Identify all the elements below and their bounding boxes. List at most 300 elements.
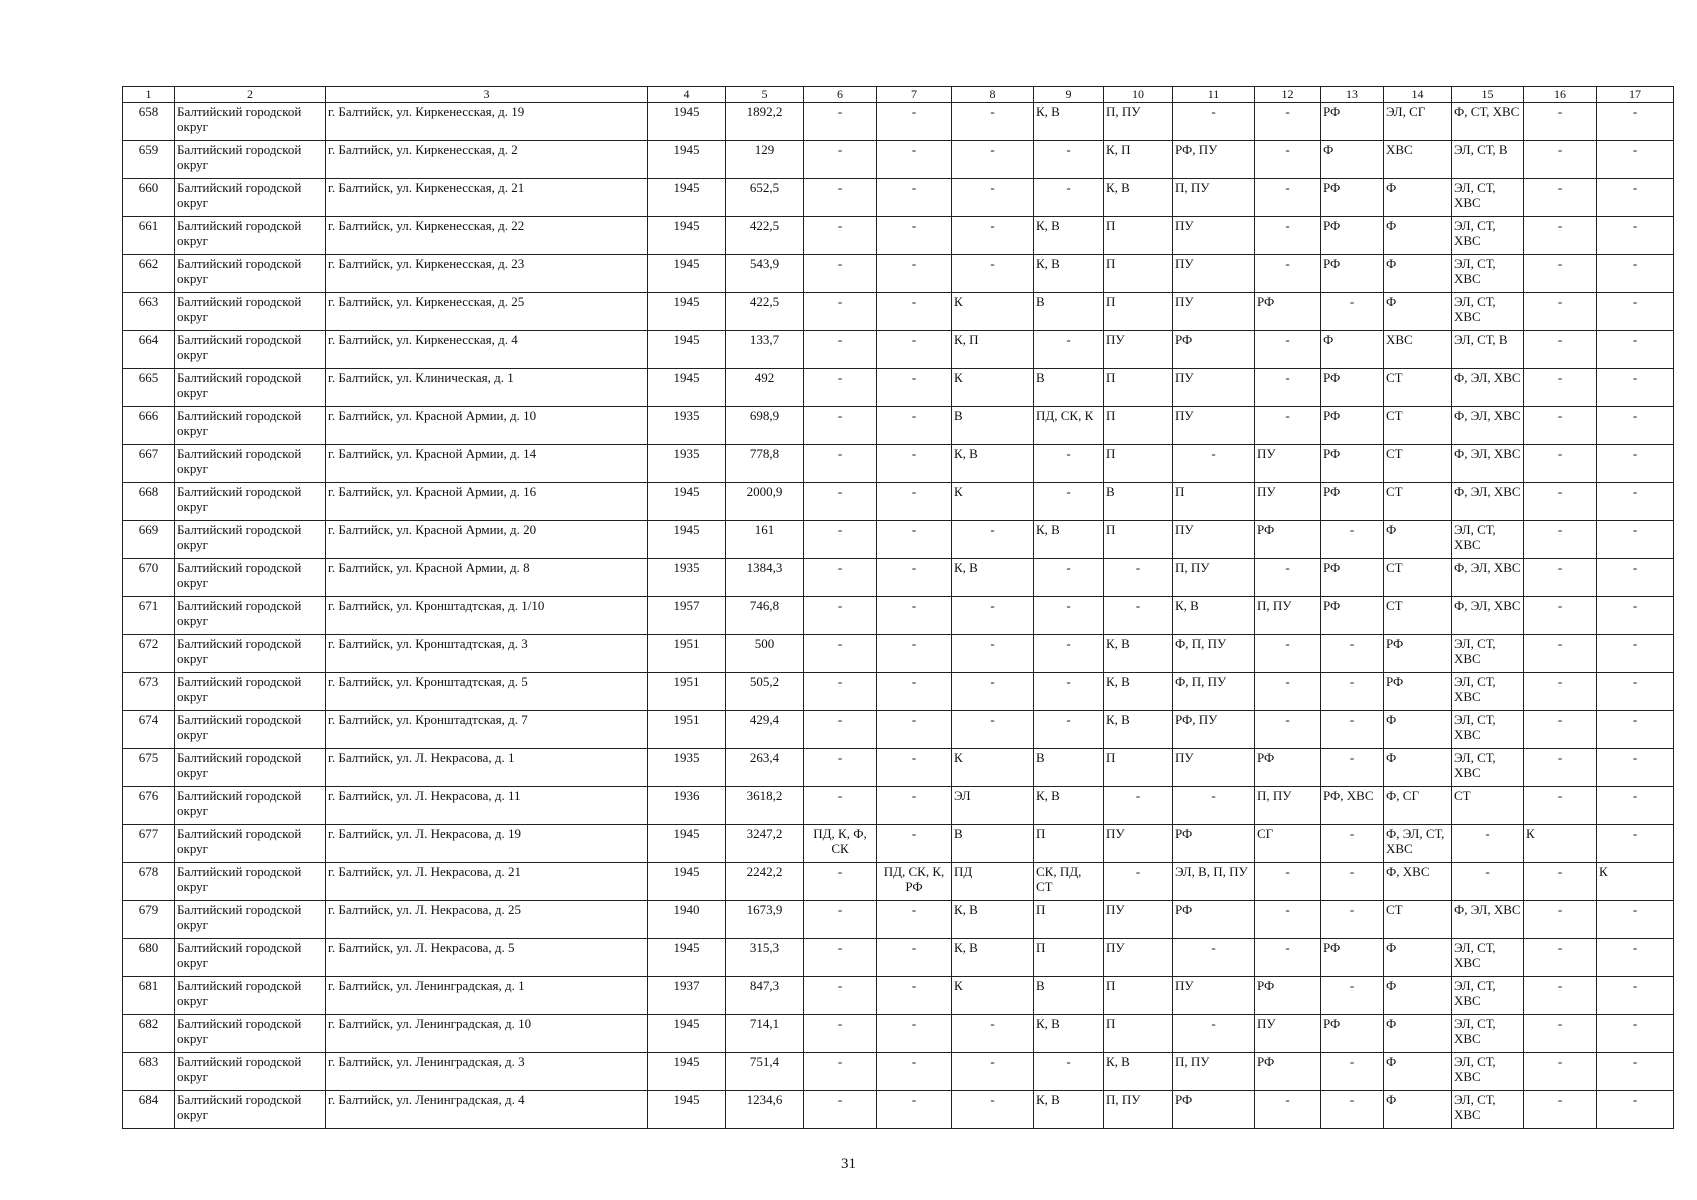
table-cell: К, В — [1104, 711, 1173, 749]
table-cell: РФ — [1321, 103, 1384, 141]
table-cell: Ф, ЭЛ, ХВС — [1452, 483, 1524, 521]
table-cell: РФ — [1321, 483, 1384, 521]
table-cell: П, ПУ — [1255, 597, 1321, 635]
table-cell: К — [952, 483, 1034, 521]
table-cell: ПУ — [1173, 255, 1255, 293]
table-row — [123, 787, 1674, 825]
table-cell: П — [1104, 293, 1173, 331]
table-cell: 429,4 — [726, 711, 804, 749]
table-cell: Балтийский городской округ — [175, 141, 326, 179]
table-cell: Балтийский городской округ — [175, 1091, 326, 1129]
column-header-9: 9 — [1034, 87, 1104, 103]
table-cell: К, В — [1104, 1053, 1173, 1091]
table-cell: 683 — [123, 1053, 175, 1091]
table-cell: Ф — [1384, 217, 1452, 255]
table-cell: 778,8 — [726, 445, 804, 483]
table-cell: - — [1524, 635, 1597, 673]
column-header-17: 17 — [1597, 87, 1674, 103]
table-cell: Балтийский городской округ — [175, 1015, 326, 1053]
table-cell: Балтийский городской округ — [175, 597, 326, 635]
table-cell: 666 — [123, 407, 175, 445]
table-cell: ЭЛ, СТ, В — [1452, 331, 1524, 369]
table-cell: 1940 — [648, 901, 726, 939]
table-cell: - — [804, 711, 877, 749]
table-cell: 679 — [123, 901, 175, 939]
table-cell: 133,7 — [726, 331, 804, 369]
table-cell: 714,1 — [726, 1015, 804, 1053]
table-cell: - — [804, 559, 877, 597]
table-cell: Ф — [1384, 1015, 1452, 1053]
column-header-12: 12 — [1255, 87, 1321, 103]
table-cell: 1673,9 — [726, 901, 804, 939]
table-cell: - — [877, 787, 952, 825]
table-cell: К, В — [1104, 673, 1173, 711]
table-cell: - — [1452, 825, 1524, 863]
table-cell: - — [1255, 407, 1321, 445]
table-cell: 1945 — [648, 179, 726, 217]
table-cell: - — [1597, 217, 1674, 255]
table-cell: 665 — [123, 369, 175, 407]
table-cell: РФ — [1321, 1015, 1384, 1053]
table-cell: ХВС — [1384, 141, 1452, 179]
table-cell: 1945 — [648, 255, 726, 293]
table-cell: 500 — [726, 635, 804, 673]
table-cell: - — [1597, 787, 1674, 825]
column-header-8: 8 — [952, 87, 1034, 103]
table-cell: 652,5 — [726, 179, 804, 217]
table-cell: - — [804, 255, 877, 293]
table-cell: - — [952, 141, 1034, 179]
table-cell: 3618,2 — [726, 787, 804, 825]
table-cell: ПУ — [1173, 521, 1255, 559]
table-cell: Ф — [1384, 749, 1452, 787]
table-cell: г. Балтийск, ул. Киркенесская, д. 19 — [326, 103, 648, 141]
table-cell: - — [1524, 293, 1597, 331]
table-cell: - — [952, 597, 1034, 635]
table-cell: 492 — [726, 369, 804, 407]
column-header-5: 5 — [726, 87, 804, 103]
table-cell: РФ — [1384, 673, 1452, 711]
table-cell: - — [804, 901, 877, 939]
table-cell: ЭЛ, СТ, ХВС — [1452, 635, 1524, 673]
table-cell: К, В — [952, 939, 1034, 977]
table-cell: Балтийский городской округ — [175, 825, 326, 863]
table-cell: ПУ — [1173, 407, 1255, 445]
table-cell: г. Балтийск, ул. Красной Армии, д. 14 — [326, 445, 648, 483]
table-cell: г. Балтийск, ул. Л. Некрасова, д. 11 — [326, 787, 648, 825]
table-cell: РФ — [1321, 179, 1384, 217]
table-cell: К, В — [1034, 1015, 1104, 1053]
table-cell: СТ — [1384, 483, 1452, 521]
table-cell: ПУ — [1255, 1015, 1321, 1053]
table-cell: Ф, П, ПУ — [1173, 673, 1255, 711]
table-cell: - — [952, 521, 1034, 559]
table-cell: 664 — [123, 331, 175, 369]
table-row — [123, 939, 1674, 977]
table-cell: Ф, ЭЛ, ХВС — [1452, 559, 1524, 597]
table-row — [123, 1091, 1674, 1129]
table-cell: К, В — [1034, 1091, 1104, 1129]
table-cell: - — [1104, 863, 1173, 901]
table-cell: 1945 — [648, 141, 726, 179]
table-cell: - — [877, 673, 952, 711]
table-cell: Ф — [1384, 293, 1452, 331]
table-cell: В — [1034, 369, 1104, 407]
table-cell: РФ — [1321, 217, 1384, 255]
table-cell: РФ — [1173, 825, 1255, 863]
table-row — [123, 825, 1674, 863]
table-cell: - — [952, 673, 1034, 711]
table-cell: Балтийский городской округ — [175, 939, 326, 977]
table-cell: 1935 — [648, 749, 726, 787]
table-cell: Ф — [1384, 711, 1452, 749]
table-row — [123, 1053, 1674, 1091]
table-cell: - — [804, 141, 877, 179]
table-cell: РФ, ПУ — [1173, 711, 1255, 749]
table-cell: - — [1597, 711, 1674, 749]
table-cell: - — [877, 1015, 952, 1053]
table-cell: Ф, ЭЛ, ХВС — [1452, 597, 1524, 635]
table-row — [123, 863, 1674, 901]
table-cell: - — [877, 141, 952, 179]
table-cell: - — [1597, 521, 1674, 559]
table-cell: ПУ — [1255, 483, 1321, 521]
table-cell: - — [1321, 635, 1384, 673]
table-cell: СТ — [1384, 597, 1452, 635]
table-cell: СТ — [1384, 901, 1452, 939]
table-cell: - — [804, 977, 877, 1015]
table-cell: г. Балтийск, ул. Киркенесская, д. 25 — [326, 293, 648, 331]
table-cell: Ф — [1384, 521, 1452, 559]
table-cell: ПД, СК, К, РФ — [877, 863, 952, 901]
table-cell: - — [1173, 103, 1255, 141]
table-cell: 1234,6 — [726, 1091, 804, 1129]
table-row — [123, 635, 1674, 673]
table-cell: 1945 — [648, 103, 726, 141]
table-cell: Ф, ЭЛ, ХВС — [1452, 407, 1524, 445]
table-cell: г. Балтийск, ул. Кронштадтская, д. 7 — [326, 711, 648, 749]
table-cell: СК, ПД, СТ — [1034, 863, 1104, 901]
table-cell: К, В — [1034, 103, 1104, 141]
table-cell: г. Балтийск, ул. Киркенесская, д. 23 — [326, 255, 648, 293]
table-cell: В — [952, 825, 1034, 863]
table-cell: ЭЛ, СТ, ХВС — [1452, 939, 1524, 977]
table-cell: 1945 — [648, 825, 726, 863]
table-cell: г. Балтийск, ул. Кронштадтская, д. 3 — [326, 635, 648, 673]
table-cell: Балтийский городской округ — [175, 635, 326, 673]
table-cell: 263,4 — [726, 749, 804, 787]
table-cell: Ф, СГ — [1384, 787, 1452, 825]
table-cell: - — [1104, 597, 1173, 635]
table-cell: Балтийский городской округ — [175, 673, 326, 711]
table-cell: - — [1255, 141, 1321, 179]
table-cell: 1945 — [648, 939, 726, 977]
column-header-7: 7 — [877, 87, 952, 103]
table-cell: г. Балтийск, ул. Л. Некрасова, д. 1 — [326, 749, 648, 787]
table-cell: - — [1524, 787, 1597, 825]
table-cell: К — [952, 749, 1034, 787]
column-header-16: 16 — [1524, 87, 1597, 103]
table-cell: РФ — [1255, 977, 1321, 1015]
table-cell: - — [1034, 331, 1104, 369]
table-cell: - — [952, 1053, 1034, 1091]
table-cell: 1945 — [648, 521, 726, 559]
table-cell: 673 — [123, 673, 175, 711]
table-cell: - — [952, 255, 1034, 293]
table-cell: Ф — [1384, 255, 1452, 293]
table-cell: К — [952, 369, 1034, 407]
table-row — [123, 217, 1674, 255]
table-cell: РФ — [1255, 521, 1321, 559]
table-cell: - — [804, 103, 877, 141]
column-header-14: 14 — [1384, 87, 1452, 103]
table-cell: ЭЛ, В, П, ПУ — [1173, 863, 1255, 901]
table-cell: - — [1255, 179, 1321, 217]
table-cell: Балтийский городской округ — [175, 787, 326, 825]
table-cell: П, ПУ — [1173, 559, 1255, 597]
table-cell: П — [1034, 939, 1104, 977]
table-cell: П — [1104, 407, 1173, 445]
table-cell: 684 — [123, 1091, 175, 1129]
table-cell: - — [1597, 673, 1674, 711]
table-cell: - — [1597, 1015, 1674, 1053]
table-cell: К, В — [1034, 787, 1104, 825]
table-cell: РФ — [1321, 407, 1384, 445]
table-cell: - — [1524, 597, 1597, 635]
table-cell: - — [1597, 141, 1674, 179]
table-cell: - — [952, 103, 1034, 141]
table-cell: 1935 — [648, 445, 726, 483]
table-cell: - — [1034, 179, 1104, 217]
table-cell: 1937 — [648, 977, 726, 1015]
table-cell: П — [1034, 825, 1104, 863]
table-cell: РФ, ПУ — [1173, 141, 1255, 179]
table-cell: - — [1597, 559, 1674, 597]
table-cell: К, В — [1034, 217, 1104, 255]
table-cell: - — [952, 217, 1034, 255]
table-cell: - — [1321, 825, 1384, 863]
table-cell: - — [1524, 939, 1597, 977]
table-row — [123, 597, 1674, 635]
table-row — [123, 711, 1674, 749]
table-row — [123, 977, 1674, 1015]
table-cell: г. Балтийск, ул. Л. Некрасова, д. 5 — [326, 939, 648, 977]
table-cell: П, ПУ — [1104, 103, 1173, 141]
table-cell: г. Балтийск, ул. Киркенесская, д. 21 — [326, 179, 648, 217]
table-cell: - — [1597, 939, 1674, 977]
table-cell: - — [877, 901, 952, 939]
table-cell: 1892,2 — [726, 103, 804, 141]
table-cell: - — [1034, 559, 1104, 597]
table-cell: - — [1524, 901, 1597, 939]
table-cell: 661 — [123, 217, 175, 255]
table-cell: г. Балтийск, ул. Ленинградская, д. 4 — [326, 1091, 648, 1129]
table-cell: - — [1034, 711, 1104, 749]
table-cell: Балтийский городской округ — [175, 901, 326, 939]
table-cell: ПУ — [1173, 749, 1255, 787]
table-cell: РФ — [1321, 255, 1384, 293]
table-cell: РФ — [1173, 331, 1255, 369]
table-cell: Балтийский городской округ — [175, 407, 326, 445]
table-cell: 1951 — [648, 673, 726, 711]
table-cell: - — [1597, 331, 1674, 369]
table-cell: П — [1104, 445, 1173, 483]
table-cell: 315,3 — [726, 939, 804, 977]
table-cell: П, ПУ — [1104, 1091, 1173, 1129]
table-cell: - — [952, 179, 1034, 217]
table-cell: - — [877, 711, 952, 749]
table-cell: - — [1321, 293, 1384, 331]
table-row — [123, 141, 1674, 179]
table-cell: г. Балтийск, ул. Красной Армии, д. 8 — [326, 559, 648, 597]
table-cell: - — [1321, 863, 1384, 901]
table-cell: 681 — [123, 977, 175, 1015]
column-header-6: 6 — [804, 87, 877, 103]
table-cell: Балтийский городской округ — [175, 103, 326, 141]
table-cell: - — [1597, 293, 1674, 331]
table-cell: ЭЛ, СТ, ХВС — [1452, 521, 1524, 559]
table-cell: 660 — [123, 179, 175, 217]
table-cell: - — [1255, 559, 1321, 597]
table-cell: 1384,3 — [726, 559, 804, 597]
table-cell: - — [1173, 939, 1255, 977]
table-cell: ЭЛ, СТ, ХВС — [1452, 749, 1524, 787]
table-cell: - — [1255, 217, 1321, 255]
table-cell: - — [1597, 179, 1674, 217]
table-cell: - — [1524, 141, 1597, 179]
table-cell: - — [877, 103, 952, 141]
table-cell: - — [1597, 255, 1674, 293]
table-row — [123, 559, 1674, 597]
table-cell: 1935 — [648, 407, 726, 445]
table-cell: ЭЛ — [952, 787, 1034, 825]
table-cell: П — [1104, 255, 1173, 293]
table-cell: 659 — [123, 141, 175, 179]
table-cell: К — [1597, 863, 1674, 901]
table-cell: К, В — [1104, 635, 1173, 673]
column-header-1: 1 — [123, 87, 175, 103]
table-cell: Балтийский городской округ — [175, 977, 326, 1015]
table-cell: РФ — [1384, 635, 1452, 673]
table-cell: П, ПУ — [1173, 179, 1255, 217]
table-cell: - — [1173, 787, 1255, 825]
table-cell: - — [1034, 445, 1104, 483]
table-cell: Ф, ЭЛ, СТ, ХВС — [1384, 825, 1452, 863]
table-cell: г. Балтийск, ул. Кронштадтская, д. 1/10 — [326, 597, 648, 635]
table-cell: Ф, ЭЛ, ХВС — [1452, 901, 1524, 939]
table-cell: К — [1524, 825, 1597, 863]
table-cell: Балтийский городской округ — [175, 1053, 326, 1091]
table-cell: ПД, СК, К — [1034, 407, 1104, 445]
table-cell: П — [1104, 369, 1173, 407]
table-cell: - — [804, 597, 877, 635]
table-cell: - — [1321, 1091, 1384, 1129]
table-cell: ПУ — [1104, 901, 1173, 939]
table-cell: 422,5 — [726, 217, 804, 255]
table-cell: 161 — [726, 521, 804, 559]
table-cell: 1945 — [648, 863, 726, 901]
table-cell: В — [1104, 483, 1173, 521]
table-cell: Ф — [1384, 179, 1452, 217]
table-cell: 675 — [123, 749, 175, 787]
table-cell: 1945 — [648, 293, 726, 331]
table-cell: Балтийский городской округ — [175, 863, 326, 901]
table-cell: 670 — [123, 559, 175, 597]
table-cell: ЭЛ, СТ, ХВС — [1452, 1053, 1524, 1091]
table-cell: - — [1255, 901, 1321, 939]
table-cell: РФ — [1173, 1091, 1255, 1129]
table-cell: - — [1524, 1015, 1597, 1053]
table-cell: - — [1597, 749, 1674, 787]
table-cell: 1957 — [648, 597, 726, 635]
table-cell: - — [804, 483, 877, 521]
table-cell: - — [1255, 331, 1321, 369]
table-cell: 674 — [123, 711, 175, 749]
table-cell: П — [1104, 217, 1173, 255]
table-cell: - — [804, 1015, 877, 1053]
table-cell: ПД, К, Ф, СК — [804, 825, 877, 863]
table-cell: ЭЛ, СТ, ХВС — [1452, 711, 1524, 749]
table-cell: - — [1104, 559, 1173, 597]
table-cell: Балтийский городской округ — [175, 217, 326, 255]
table-cell: К, В — [952, 559, 1034, 597]
table-cell: г. Балтийск, ул. Л. Некрасова, д. 19 — [326, 825, 648, 863]
table-cell: Балтийский городской округ — [175, 521, 326, 559]
table-cell: П — [1173, 483, 1255, 521]
table-cell: г. Балтийск, ул. Киркенесская, д. 4 — [326, 331, 648, 369]
page-number: 31 — [841, 1156, 856, 1172]
table-row — [123, 749, 1674, 787]
table-cell: - — [1524, 255, 1597, 293]
table-cell: ЭЛ, СТ, ХВС — [1452, 977, 1524, 1015]
table-cell: - — [804, 179, 877, 217]
table-cell: 1945 — [648, 369, 726, 407]
table-cell: - — [952, 1091, 1034, 1129]
table-cell: - — [1524, 369, 1597, 407]
table-cell: Балтийский городской округ — [175, 179, 326, 217]
table-cell: - — [1524, 559, 1597, 597]
table-cell: 3247,2 — [726, 825, 804, 863]
table-cell: К — [952, 977, 1034, 1015]
table-cell: РФ — [1321, 939, 1384, 977]
table-cell: - — [1524, 103, 1597, 141]
table-cell: - — [804, 407, 877, 445]
table-cell: К, В — [1034, 255, 1104, 293]
table-cell: 1951 — [648, 635, 726, 673]
table-cell: Балтийский городской округ — [175, 711, 326, 749]
table-cell: - — [1255, 1091, 1321, 1129]
table-row — [123, 293, 1674, 331]
table-cell: 2000,9 — [726, 483, 804, 521]
column-header-4: 4 — [648, 87, 726, 103]
table-cell: П, ПУ — [1173, 1053, 1255, 1091]
table-cell: ЭЛ, СТ, ХВС — [1452, 255, 1524, 293]
table-cell: - — [877, 977, 952, 1015]
table-cell: Ф — [1321, 331, 1384, 369]
table-cell: - — [877, 407, 952, 445]
table-cell: - — [1321, 977, 1384, 1015]
table-cell: 751,4 — [726, 1053, 804, 1091]
table-cell: В — [1034, 977, 1104, 1015]
table-cell: РФ — [1255, 749, 1321, 787]
table-cell: - — [1597, 597, 1674, 635]
table-cell: - — [804, 293, 877, 331]
table-cell: - — [1034, 483, 1104, 521]
table-cell: - — [804, 331, 877, 369]
table-row — [123, 901, 1674, 939]
table-cell: Ф — [1384, 939, 1452, 977]
table-cell: 543,9 — [726, 255, 804, 293]
